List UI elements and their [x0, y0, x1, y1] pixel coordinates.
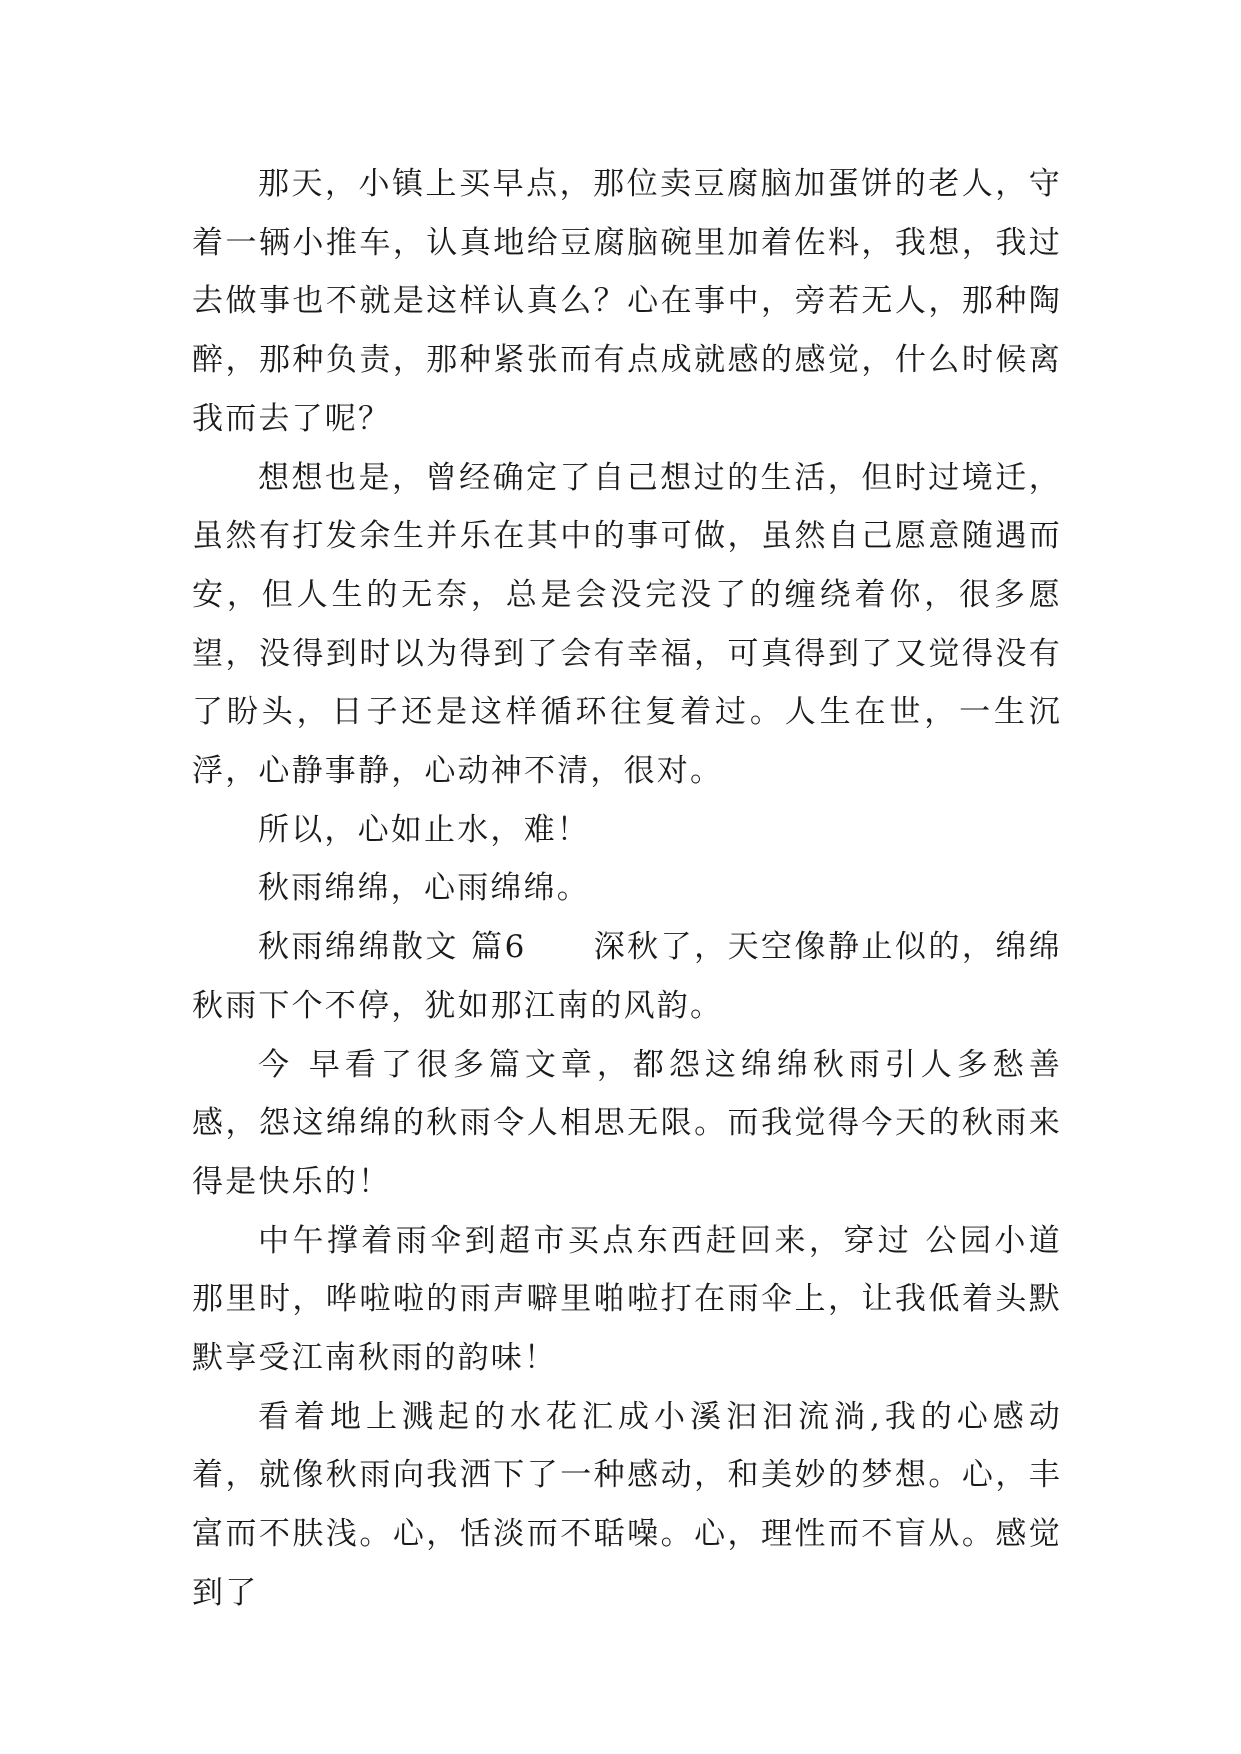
- paragraph-2: 想想也是，曾经确定了自己想过的生活，但时过境迁，虽然有打发余生并乐在其中的事可做，虽然自己愿意随遇而安，但人生的无奈，总是会没完没了的缠绕着你，很多愿望，没得到时以为得到了会有幸福，可真得到了又觉得没有了盼头，日子还是这样循环往复着过。人生在世，一生沉浮，心静事静，心动神不清，很对。: [192, 459, 1062, 790]
- paragraph-4: 秋雨绵绵，心雨绵绵。: [258, 870, 590, 907]
- paragraph-5: 秋雨绵绵散文 篇6 深秋了，天空像静止似的，绵绵秋雨下个不停，犹如那江南的风韵。: [192, 929, 1062, 1024]
- paragraph-1: 那天，小镇上买早点，那位卖豆腐脑加蛋饼的老人，守着一辆小推车，认真地给豆腐脑碗里加着佐料，我想，我过去做事也不就是这样认真么？心在事中，旁若无人，那种陶醉，那种负责，那种紧张而有点成就感的感觉，什么时候离我而去了呢？: [192, 166, 1062, 437]
- paragraph-8: 看着地上溅起的水花汇成小溪汩汩流淌,我的心感动着，就像秋雨向我洒下了一种感动，和美妙的梦想。心，丰富而不肤浅。心，恬淡而不聒噪。心，理性而不盲从。感觉到了: [192, 1398, 1062, 1611]
- paragraph-6: 今 早看了很多篇文章，都怨这绵绵秋雨引人多愁善感，怨这绵绵的秋雨令人相思无限。而我觉得今天的秋雨来得是快乐的！: [192, 1046, 1062, 1200]
- paragraph-7: 中午撑着雨伞到超市买点东西赶回来，穿过 公园小道那里时，哗啦啦的雨声噼里啪啦打在雨伞上，让我低着头默默享受江南秋雨的韵味！: [192, 1222, 1062, 1377]
- paragraph-3: 所以，心如止水，难！: [258, 811, 590, 848]
- article-body: [192, 155, 1062, 1623]
